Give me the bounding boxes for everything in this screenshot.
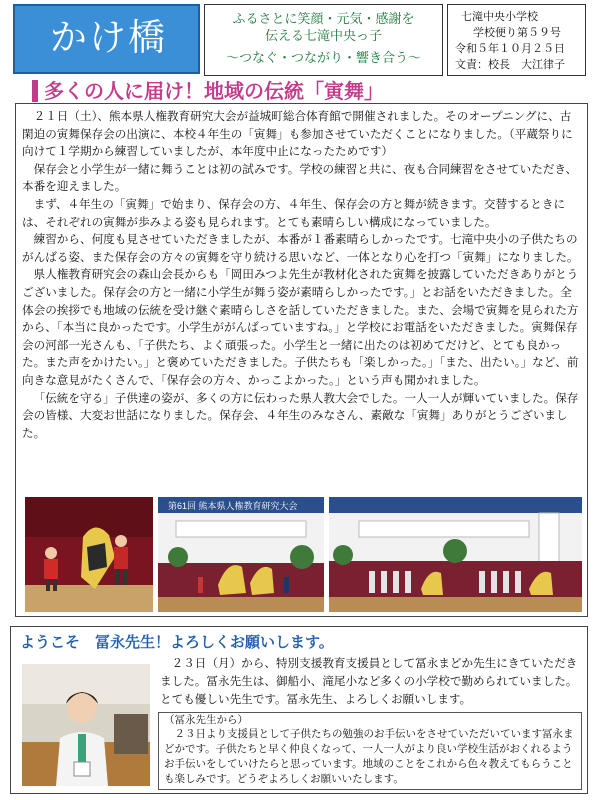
school-name: 七滝中央小学校: [461, 10, 538, 23]
photo-stage-wide: [158, 497, 324, 612]
article-paragraph: ２１日（土）、熊本県人権教育研究大会が益城町総合体育館で開催されました。そのオープニングに、古閑迫の寅舞保存会の出演に、本校４年生の「寅舞」も参加させていただくことになりました。（平蔵祭りに向けて１学期から練習していましたが、本年度中止になったためです）: [22, 109, 573, 159]
photo-stage-group: [329, 497, 582, 612]
issue-info-box: [447, 4, 586, 76]
main-heading: [32, 78, 384, 104]
teacher-portrait: [22, 664, 150, 786]
article-paragraph: 県人権教育研究会の森山会長からも「岡田みつよ先生が教材化された寅舞を披露していただきありがとうございました。保存会の方と一緒に小学生が舞う姿が素晴らしかったです。」とお話をいただきました。全体会の挨拶でも地域の伝統を受け継ぐ素晴らしさを話していただきました。また、会場で寅舞を見られた方から、「本当に良かったです。小学生ががんばっていますね。」と学校にお電話をいただきました。寅舞保存会の河部一光さんも、「子供たち、よく頑張った。小学生と一緒に出たのは初めてだけど、とても良かった。また声をかけたい。」と褒めていただきました。子供たちも「楽しかった。」「また、出たい。」など、前向きな意見がたくさんで、「保存会の方々、かっこよかった。」という声も聞かれました。: [22, 267, 579, 387]
teacher-quote-paragraph: ２３日より支援員として子供たちの勉強のお手伝いをさせていただいています冨永まどかです。子供たちと早く仲良くなって、一人一人がより良い学校生活がおくれるようお手伝いをしていけたらと思っています。地域のことをこれから色々教えてもらうことも楽しみです。どうぞよろしくお願いいたします。: [164, 728, 574, 785]
teacher-quote: [164, 727, 578, 787]
author-line: 文責：校長 大江律子: [455, 58, 565, 71]
newsletter-title-box: [13, 4, 200, 74]
article-paragraph: まず、４年生の「寅舞」で始まり、保存会の方、４年生、保存会の方と舞が続きます。交替するときには、それぞれの寅舞が歩みよる姿も見られます。とても素晴らしい構成になっていました。: [22, 196, 566, 229]
welcome-text: [160, 654, 580, 708]
newsletter-title: かけ橋: [50, 16, 167, 59]
issue-date: 令和５年１０月２５日: [455, 42, 565, 55]
welcome-paragraph: ２３日（月）から、特別支援教育支援員として冨永まどか先生にきていただきました。冨永先生は、御船小、滝尾小など多くの小学校で勤められていました。とても優しい先生です。冨永先生、よろしくお願いします。: [160, 656, 578, 706]
motto-line-1: ふるさとに笑顔・元気・感謝を: [232, 12, 415, 27]
teacher-quote-label: （冨永先生から）: [164, 714, 248, 726]
article-paragraph: 保存会と小学生が一緒に舞うことは初の試みです。学校の練習と共に、夜も合同練習をさせていただき、本番を迎えました。: [22, 161, 578, 194]
main-heading-text: 多くの人に届け！地域の伝統「寅舞」: [44, 79, 384, 103]
heading-marker: [32, 80, 38, 102]
photo-tiger-dance-closeup: [25, 497, 153, 612]
article-paragraph: 「伝統を守る」子供達の姿が、多くの方に伝わった県人教大会でした。一人一人が輝いていました。保存会の皆様、大変お世話になりました。保存会、４年生のみなさん、素敵な「寅舞」ありがとうございました。: [22, 390, 579, 440]
motto-line-3: ～つなぐ・つながり・響き合う～: [225, 51, 421, 66]
school-motto-box: [204, 4, 443, 76]
article-paragraph: 練習から、何度も見させていただきましたが、本番が１番素晴らしかったです。七滝中央小の子供たちのがんばる姿、また保存会の方々の寅舞を守り続ける思いなど、一体となり心を打つ「寅舞」になりました。: [22, 232, 579, 264]
main-article: [22, 108, 580, 442]
stage-banner-text: 第61回 熊本県人権教育研究大会: [168, 501, 298, 511]
issue-number: 学校便り第５９号: [473, 26, 561, 39]
welcome-heading: ようこそ 冨永先生！よろしくお願いします。: [20, 633, 334, 651]
motto-line-2: 伝える七滝中央っ子: [264, 29, 382, 44]
